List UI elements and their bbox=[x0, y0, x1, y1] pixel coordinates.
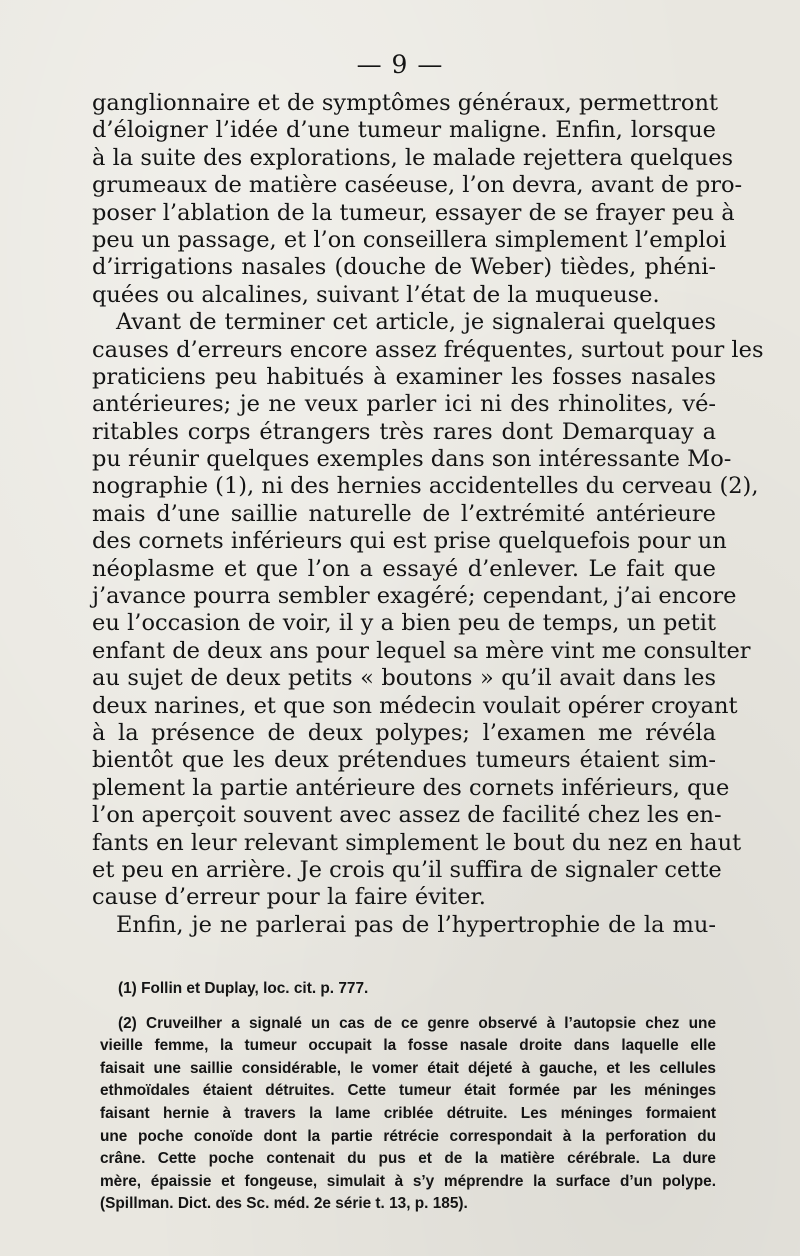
text-line: néoplasme et que l’on a essayé d’enlever. Le fait que bbox=[92, 555, 716, 582]
text-line: eu l’occasion de voir, il y a bien peu de temps, un petit bbox=[92, 610, 716, 637]
text-line: fants en leur relevant simplement le bout du nez en haut bbox=[92, 829, 742, 856]
footnote-line: (Spillman. Dict. des Sc. méd. 2e série t. 13, p. 185). bbox=[100, 1195, 468, 1213]
text-line: à la suite des explorations, le malade rejettera quelques bbox=[92, 144, 734, 171]
text-line: pu réunir quelques exemples dans son intéressante Mo- bbox=[92, 446, 732, 473]
footnote-line: mère, épaissie et fongeuse, simulait à s’y méprendre la surface d’un polype. bbox=[100, 1172, 716, 1190]
footnote-separator bbox=[100, 1001, 716, 1013]
footnote-line: crâne. Cette poche contenait du pus et de la matière cérébrale. La dure bbox=[100, 1150, 716, 1168]
text-line: grumeaux de matière caséeuse, l’on devra, avant de pro- bbox=[92, 172, 743, 199]
text-line: Avant de terminer cet article, je signalerai quelques bbox=[116, 309, 716, 336]
text-line: l’on aperçoit souvent avec assez de facilité chez les en- bbox=[92, 802, 722, 829]
footnote-line: faisait une saillie considérable, le vomer était déjeté à gauche, et les cellules bbox=[100, 1059, 716, 1077]
footnotes bbox=[100, 978, 716, 1216]
footnote-line: ethmoïdales étaient détruites. Cette tumeur était formée par les méninges bbox=[100, 1082, 716, 1100]
text-line: d’irrigations nasales (douche de Weber) tièdes, phéni- bbox=[92, 254, 716, 281]
footnote-line: vieille femme, la tumeur occupait la fosse nasale droite dans laquelle elle bbox=[100, 1037, 716, 1055]
text-line: Enfin, je ne parlerai pas de l’hypertrophie de la mu- bbox=[116, 911, 716, 938]
text-line: enfant de deux ans pour lequel sa mère vint me consulter bbox=[92, 637, 751, 664]
text-line: ganglionnaire et de symptômes généraux, permettront bbox=[92, 90, 719, 116]
text-line: d’éloigner l’idée d’une tumeur maligne. Enfin, lorsque bbox=[92, 117, 716, 144]
text-line: nographie (1), ni des hernies accidentelles du cerveau (2), bbox=[92, 473, 759, 500]
text-line: poser l’ablation de la tumeur, essayer de se frayer peu à bbox=[92, 199, 735, 226]
text-line: praticiens peu habitués à examiner les fosses nasales bbox=[92, 363, 716, 390]
text-line: à la présence de deux polypes; l’examen me révéla bbox=[92, 719, 716, 746]
text-line: causes d’erreurs encore assez fréquentes, surtout pour les bbox=[92, 336, 764, 363]
footnote-line: faisant hernie à travers la lame criblée détruite. Les méninges formaient bbox=[100, 1104, 716, 1122]
text-line: peu un passage, et l’on conseillera simplement l’emploi bbox=[92, 226, 727, 253]
text-line: j’avance pourra sembler exagéré; cependant, j’ai encore bbox=[92, 583, 737, 610]
text-line: plement la partie antérieure des cornets inférieurs, que bbox=[92, 774, 730, 801]
text-line: bientôt que les deux prétendues tumeurs étaient sim- bbox=[92, 747, 716, 774]
text-line: quées ou alcalines, suivant l’état de la muqueuse. bbox=[92, 281, 660, 308]
page-number: — 9 — bbox=[356, 50, 444, 79]
footnote-line: (2) Cruveilher a signalé un cas de ce genre observé à l’autopsie chez une bbox=[118, 1014, 716, 1032]
text-line: cause d’erreur pour la faire éviter. bbox=[92, 884, 486, 911]
text-line: au sujet de deux petits « boutons » qu’il avait dans les bbox=[92, 665, 716, 692]
text-line: deux narines, et que son médecin voulait opérer croyant bbox=[92, 692, 738, 719]
text-line: ritables corps étrangers très rares dont Demarquay a bbox=[92, 418, 716, 445]
text-line: mais d’une saillie naturelle de l’extrémité antérieure bbox=[92, 500, 716, 527]
text-line: antérieures; je ne veux parler ici ni des rhinolites, vé- bbox=[92, 391, 716, 418]
text-line: des cornets inférieurs qui est prise quelquefois pour un bbox=[92, 528, 727, 555]
main-text bbox=[92, 90, 764, 939]
text-line: et peu en arrière. Je crois qu’il suffira de signaler cette bbox=[92, 856, 722, 883]
footnote-line: une poche conoïde dont la partie rétrécie correspondait à la perforation du bbox=[100, 1127, 716, 1145]
footnote-line: (1) Follin et Duplay, loc. cit. p. 777. bbox=[118, 980, 369, 997]
